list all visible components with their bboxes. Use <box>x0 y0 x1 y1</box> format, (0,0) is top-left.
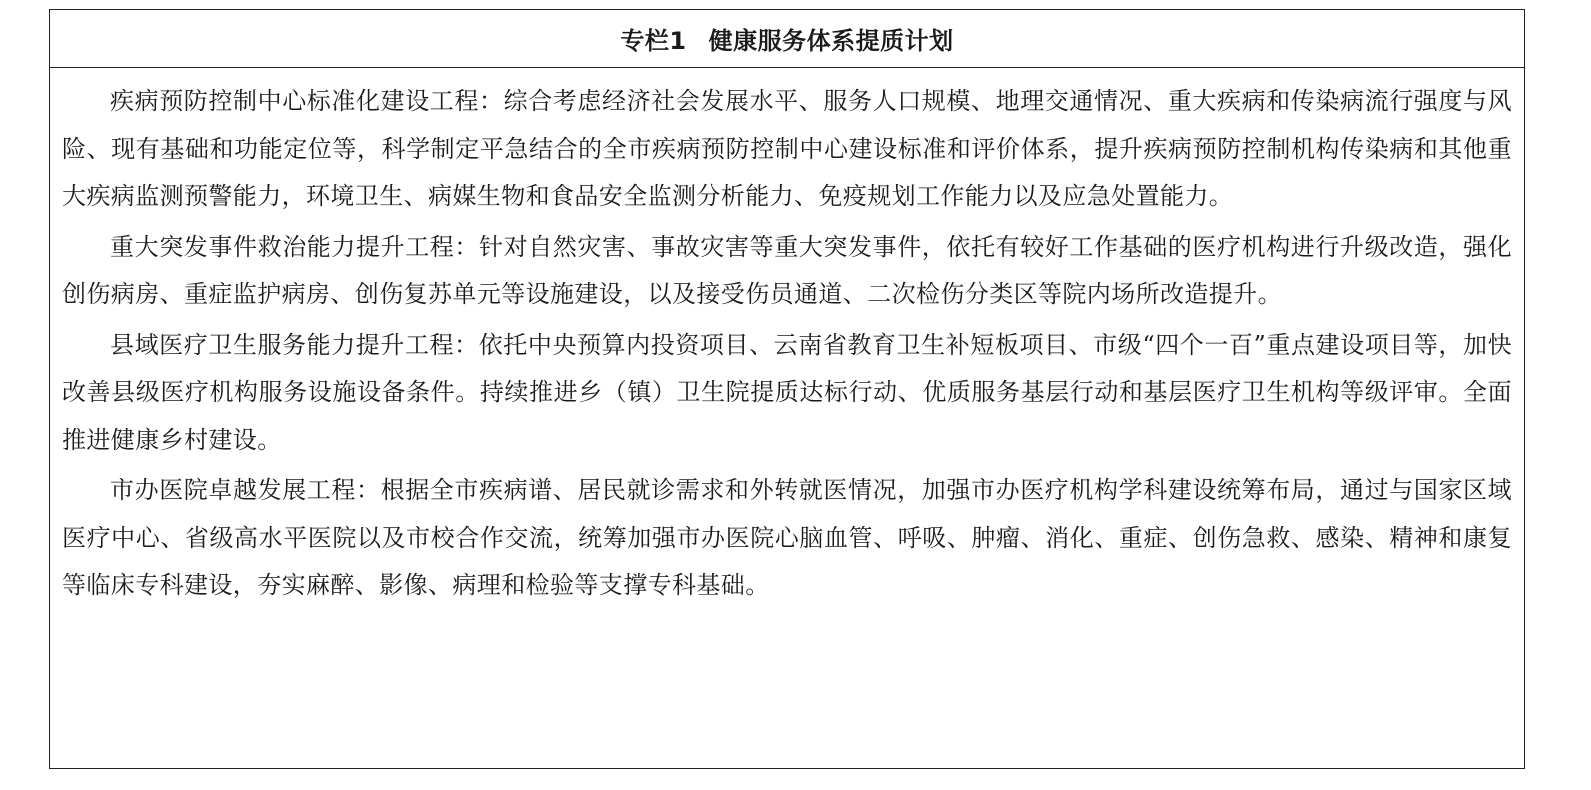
paragraph-text: 综合考虑经济社会发展水平、服务人口规模、地理交通情况、重大疾病和传染病流行强度与风险、现有基础和功能定位等，科学制定平急结合的全市疾病预防控制中心建设标准和评价体系，提升疾病预防控制机构传染病和其他重大疾病监测预警能力，环境卫生、病媒生物和食品安全监测分析能力、免疫规划工作能力以及应急处置能力。 <box>62 87 1512 210</box>
box-body <box>50 68 1524 610</box>
paragraph-term: 市办医院卓越发展工程： <box>110 476 381 504</box>
paragraph-term: 疾病预防控制中心标准化建设工程： <box>110 87 504 115</box>
paragraph-county-health-service <box>62 322 1512 465</box>
paragraph-text: 针对自然灾害、事故灾害等重大突发事件，依托有较好工作基础的医疗机构进行升级改造，强化创伤病房、重症监护病房、创伤复苏单元等设施建设，以及接受伤员通道、二次检伤分类区等院内场所改造提升。 <box>62 232 1512 308</box>
column-box <box>49 9 1525 769</box>
box-header <box>50 10 1524 68</box>
paragraph-city-hospital-excellence <box>62 467 1512 610</box>
paragraph-emergency-treatment <box>62 224 1512 319</box>
paragraph-term: 重大突发事件救治能力提升工程： <box>110 232 479 261</box>
box-title: 健康服务体系提质计划 <box>708 27 954 55</box>
paragraph-text: 依托中央预算内投资项目、云南省教育卫生补短板项目、市级“四个一百”重点建设项目等，加快改善县级医疗机构服务设施设备条件。持续推进乡（镇）卫生院提质达标行动、优质服务基层行动和基层医疗卫生机构等级评审。全面推进健康乡村建设。 <box>62 330 1512 454</box>
paragraph-term: 县域医疗卫生服务能力提升工程： <box>110 330 479 359</box>
box-title-prefix: 专栏1 <box>620 27 687 55</box>
paragraph-text: 根据全市疾病谱、居民就诊需求和外转就医情况，加强市办医疗机构学科建设统筹布局，通过与国家区域医疗中心、省级高水平医院以及市校合作交流，统筹加强市办医院心脑血管、呼吸、肿瘤、消化、重症、创伤急救、感染、精神和康复等临床专科建设，夯实麻醉、影像、病理和检验等支撑专科基础。 <box>62 476 1512 599</box>
paragraph-cdc-standardization <box>62 78 1512 221</box>
